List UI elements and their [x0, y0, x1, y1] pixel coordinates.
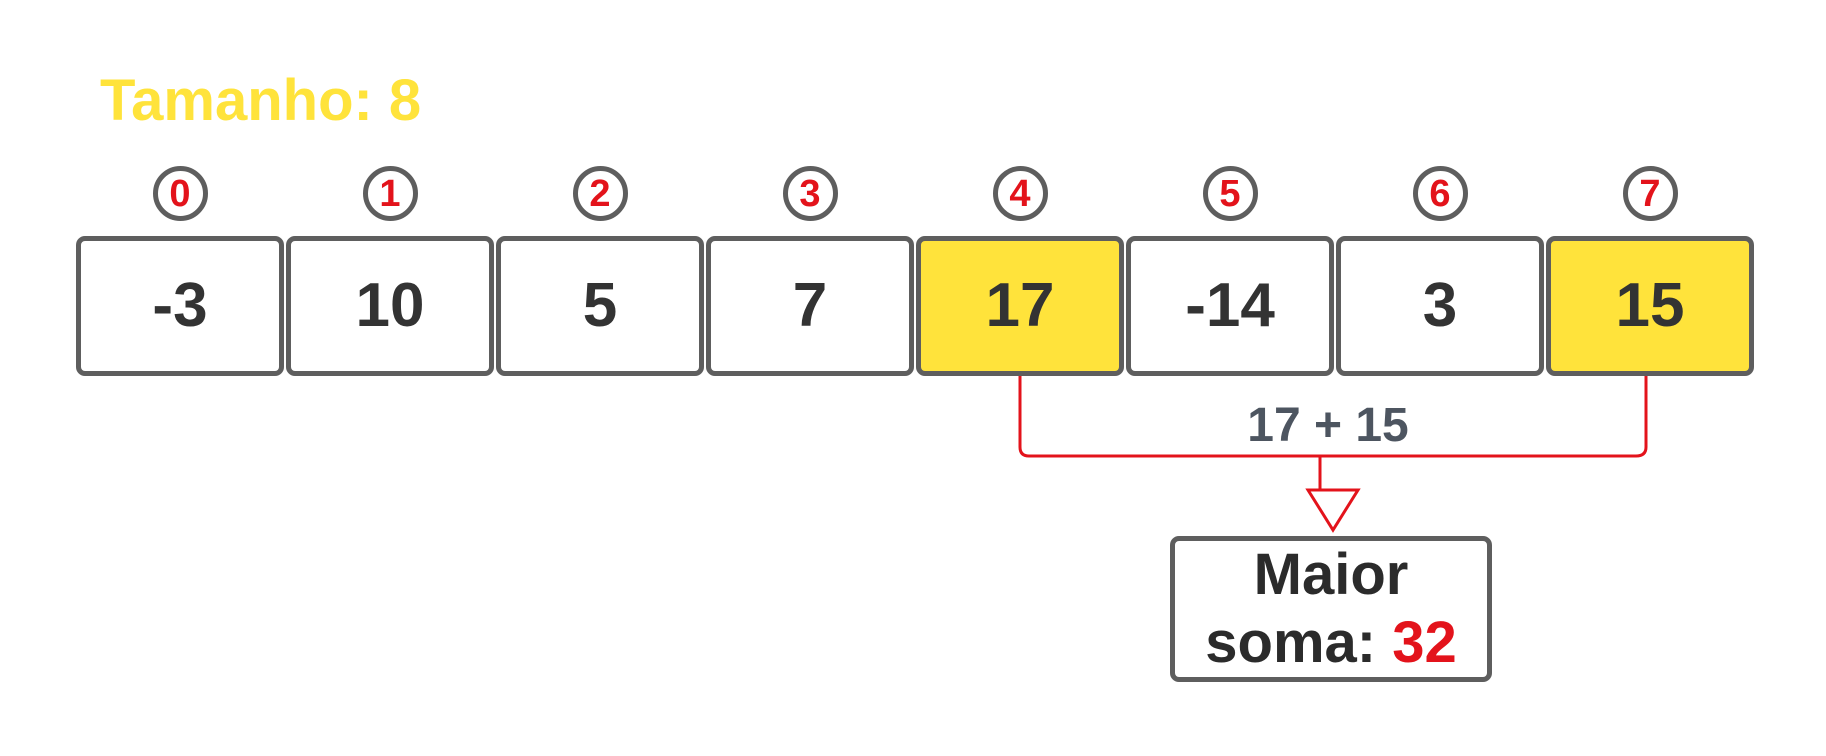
index-circle-1: 1	[363, 166, 418, 221]
array-cell-5: -14	[1126, 236, 1334, 376]
index-circle-2: 2	[573, 166, 628, 221]
array-cell-3: 7	[706, 236, 914, 376]
array-cell-7: 15	[1546, 236, 1754, 376]
index-circle-3: 3	[783, 166, 838, 221]
arrow-head	[1308, 490, 1358, 530]
result-prefix: soma:	[1205, 610, 1393, 675]
array-cell-1: 10	[286, 236, 494, 376]
array-cell-4: 17	[916, 236, 1124, 376]
result-value: 32	[1392, 610, 1457, 675]
array-cell-6: 3	[1336, 236, 1544, 376]
sum-expression: 17 + 15	[1247, 399, 1409, 452]
array-size-label: Tamanho: 8	[100, 68, 422, 133]
index-circle-7: 7	[1623, 166, 1678, 221]
index-circle-5: 5	[1203, 166, 1258, 221]
index-circle-6: 6	[1413, 166, 1468, 221]
array-cell-2: 5	[496, 236, 704, 376]
result-box	[1170, 536, 1492, 682]
index-circle-0: 0	[153, 166, 208, 221]
array-cell-0: -3	[76, 236, 284, 376]
index-circle-4: 4	[993, 166, 1048, 221]
result-line2	[1205, 609, 1456, 677]
result-line1: Maior	[1253, 541, 1409, 607]
